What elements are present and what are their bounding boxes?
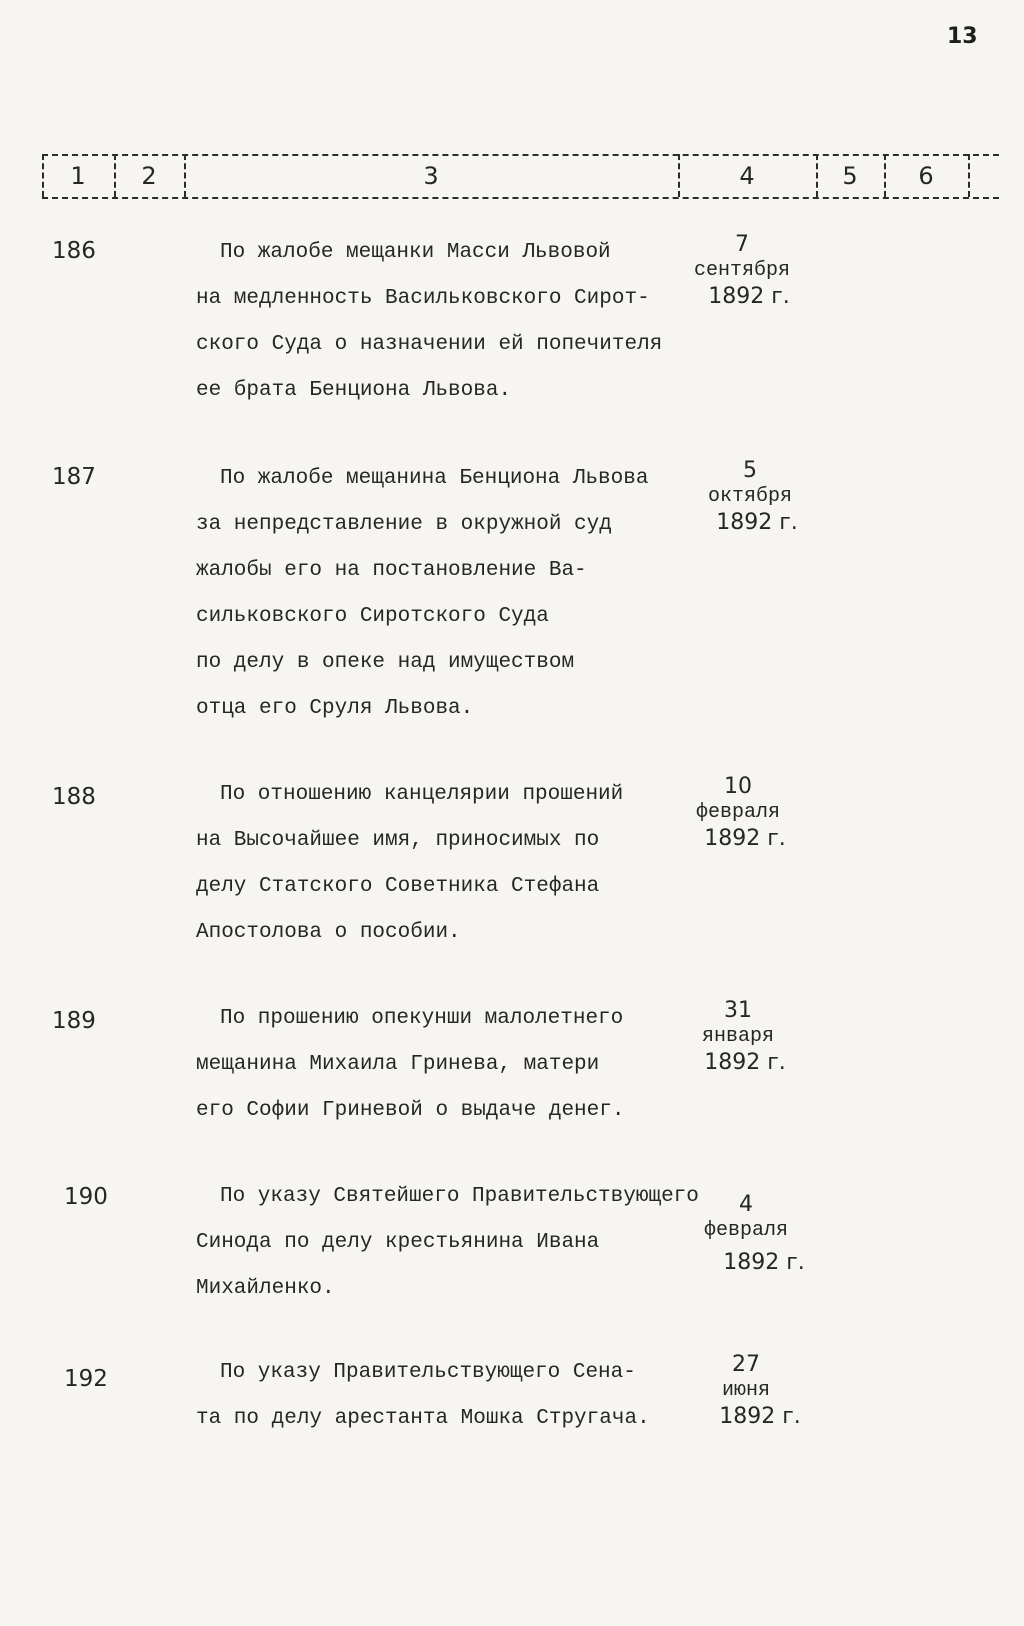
description-line: ее брата Бенциона Львова. (196, 379, 512, 402)
entry-number: 188 (52, 784, 96, 810)
description-line: та по делу арестанта Мошка Стругача. (196, 1407, 650, 1430)
column-header-3: 3 (423, 162, 439, 190)
description-line: по делу в опеке над имуществом (196, 651, 575, 674)
date-year: 1892 г. (723, 1250, 805, 1275)
entry-number: 187 (52, 464, 96, 490)
header-rule-bottom (42, 197, 999, 199)
description-line: По прошению опекунши малолетнего (220, 1007, 624, 1030)
description-line: По указу Святейшего Правительствующего (220, 1185, 699, 1208)
column-header-4: 4 (739, 162, 755, 190)
description-line: По жалобе мещанки Масси Львовой (220, 241, 611, 264)
description-line: Михайленко. (196, 1277, 335, 1300)
entry-date (676, 1192, 816, 1276)
description-line: на Высочайшее имя, приносимых по (196, 829, 600, 852)
date-day: 5 (743, 458, 757, 483)
entry-number: 186 (52, 238, 96, 264)
page-number: 13 (947, 24, 978, 49)
entry-description (196, 772, 696, 956)
date-month: февраля (695, 801, 780, 824)
description-line: мещанина Михаила Гринева, матери (196, 1053, 600, 1076)
date-day: 4 (739, 1192, 753, 1217)
description-line: По отношению канцелярии прошений (220, 783, 624, 806)
column-header (42, 150, 999, 202)
column-header-5: 5 (842, 162, 858, 190)
date-year: 1892 г. (716, 510, 798, 535)
description-line: его Софии Гриневой о выдаче денег. (196, 1099, 625, 1122)
column-separator (968, 154, 970, 197)
description-line: Синода по делу крестьянина Ивана (196, 1231, 600, 1254)
description-line: отца его Сруля Львова. (196, 697, 474, 720)
entry-number: 190 (64, 1184, 108, 1210)
column-header-2: 2 (141, 162, 157, 190)
date-day: 7 (735, 232, 749, 257)
entry-number: 192 (64, 1366, 108, 1392)
entry-date (668, 998, 808, 1076)
entry-description (196, 1174, 699, 1312)
column-header-1: 1 (70, 162, 86, 190)
date-year: 1892 г. (708, 284, 790, 309)
description-line: Апостолова о пособии. (196, 921, 461, 944)
date-day: 10 (724, 774, 752, 799)
entry-date (676, 1352, 816, 1430)
description-line: ского Суда о назначении ей попечителя (196, 333, 663, 356)
entry-number: 189 (52, 1008, 96, 1034)
description-line: жалобы его на постановление Ва- (196, 559, 587, 582)
date-month: февраля (703, 1219, 788, 1242)
date-day: 31 (724, 998, 752, 1023)
date-day: 27 (732, 1352, 760, 1377)
date-month: сентября (693, 259, 790, 282)
description-line: сильковского Сиротского Суда (196, 605, 549, 628)
entry-date (668, 774, 808, 852)
date-year: 1892 г. (704, 826, 786, 851)
description-line: По жалобе мещанина Бенциона Львова (220, 467, 649, 490)
date-month: октября (707, 485, 792, 508)
date-month: июня (721, 1379, 770, 1402)
entry-description (196, 1350, 696, 1442)
description-line: делу Статского Советника Стефана (196, 875, 600, 898)
date-year: 1892 г. (719, 1404, 801, 1429)
description-line: По указу Правительствующего Сена- (220, 1361, 636, 1384)
entry-description (196, 996, 696, 1134)
date-month: января (701, 1025, 774, 1048)
entry-date (672, 232, 812, 310)
column-header-6: 6 (918, 162, 934, 190)
description-line: на медленность Васильковского Сирот- (196, 287, 650, 310)
entry-description (196, 456, 696, 732)
entry-description (196, 230, 696, 414)
description-line: за непредставление в окружной суд (196, 513, 612, 536)
date-year: 1892 г. (704, 1050, 786, 1075)
entry-date (680, 458, 820, 536)
